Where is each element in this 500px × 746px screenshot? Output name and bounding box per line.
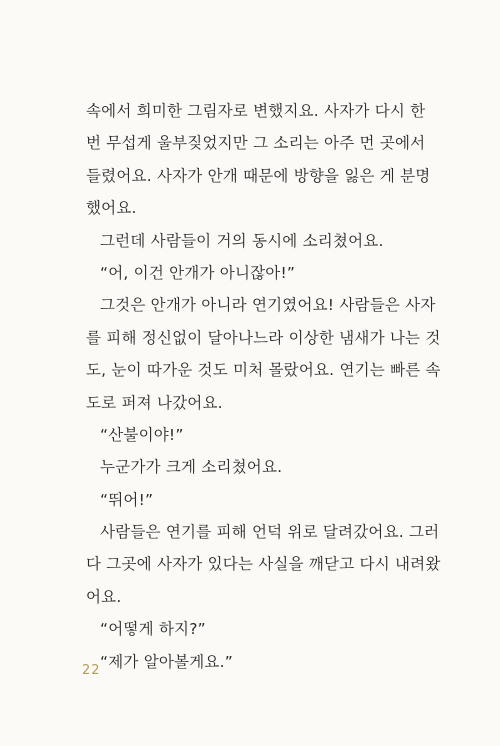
body-text <box>86 95 441 678</box>
text-line-17: “어떻게 하지?” <box>100 620 206 639</box>
text-line-3: 들렸어요. 사자가 안개 때문에 방향을 잃은 게 분명 <box>86 166 431 185</box>
text-line-6: “어, 이건 안개가 아니잖아!” <box>100 263 296 282</box>
text-line-2: 번 무섭게 울부짖었지만 그 소리는 아주 먼 곳에서 <box>86 134 426 153</box>
text-line-14: 사람들은 연기를 피해 언덕 위로 달려갔어요. 그러 <box>100 523 440 542</box>
text-line-7: 그것은 안개가 아니라 연기였어요! 사람들은 사자 <box>100 296 436 315</box>
text-line-10: 도로 퍼져 나갔어요. <box>86 393 223 412</box>
text-line-9: 도, 눈이 따가운 것도 미처 몰랐어요. 연기는 빠른 속 <box>86 361 441 380</box>
text-line-8: 를 피해 정신없이 달아나느라 이상한 냄새가 나는 것 <box>86 328 441 347</box>
text-line-16: 어요. <box>86 587 122 606</box>
text-line-1: 속에서 희미한 그림자로 변했지요. 사자가 다시 한 <box>86 102 426 120</box>
text-line-18: “제가 알아볼게요.” <box>100 652 233 671</box>
text-line-5: 그런데 사람들이 거의 동시에 소리쳤어요. <box>100 231 384 250</box>
page-number: 22 <box>82 663 101 678</box>
text-line-13: “뛰어!” <box>100 490 154 509</box>
text-line-4: 했어요. <box>86 199 137 218</box>
text-line-12: 누군가가 크게 소리쳤어요. <box>100 458 283 477</box>
text-line-15: 다 그곳에 사자가 있다는 사실을 깨닫고 다시 내려왔 <box>86 555 441 574</box>
text-line-11: “산불이야!” <box>100 425 184 444</box>
